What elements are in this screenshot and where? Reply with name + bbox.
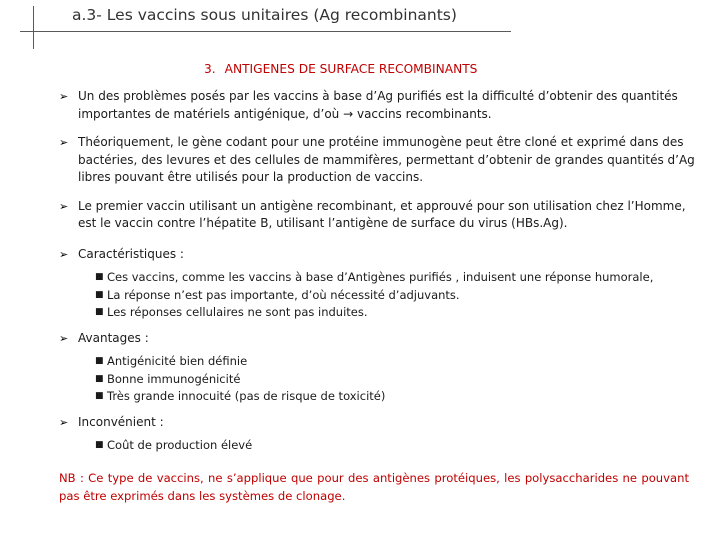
bullet-item <box>59 246 699 264</box>
bullet-text: Le premier vaccin utilisant un antigène recombinant, et approuvé pour son utilisation chez l’Homme, est le vaccin contre l’hépatite B, utilisant l’antigène de surface du virus (HBs.Ag). <box>78 198 686 230</box>
square-bullet-icon: ■ <box>95 373 104 384</box>
sub-list-item <box>95 371 699 389</box>
section-heading <box>204 62 477 76</box>
section-number: 3. <box>204 62 216 76</box>
sub-list <box>95 353 699 406</box>
square-bullet-icon: ■ <box>95 356 104 366</box>
sub-list-item <box>95 437 699 455</box>
header-horizontal-rule <box>20 31 511 32</box>
sub-item-text: Coût de production élevé <box>107 438 253 452</box>
bullet-text: Un des problèmes posés par les vaccins à base d’Ag purifiés est la difficulté d’obtenir des quantités importantes de matériels antigénique, d’où → vaccins recombinants. <box>78 89 678 121</box>
square-bullet-icon: ■ <box>95 289 104 300</box>
bullet-item <box>59 88 699 123</box>
arrow-bullet-icon: ➢ <box>59 90 69 103</box>
bullet-item <box>59 330 699 348</box>
sub-list-item <box>95 304 699 322</box>
arrow-bullet-icon: ➢ <box>59 247 69 261</box>
sub-list-item <box>95 269 699 287</box>
bullet-item <box>59 198 699 233</box>
square-bullet-icon: ■ <box>95 440 104 450</box>
sub-list-item <box>95 287 699 305</box>
square-bullet-icon: ■ <box>95 391 104 401</box>
sub-list-item <box>95 353 699 371</box>
bullet-item <box>59 134 699 187</box>
section-title: ANTIGENES DE SURFACE RECOMBINANTS <box>224 62 478 76</box>
sub-item-text: Les réponses cellulaires ne sont pas induites. <box>107 305 368 319</box>
arrow-bullet-icon: ➢ <box>59 199 69 213</box>
slide-title: a.3- Les vaccins sous unitaires (Ag recombinants) <box>72 6 457 24</box>
sub-item-text: Antigénicité bien définie <box>107 354 248 368</box>
bullet-text: Caractéristiques : <box>78 246 184 261</box>
arrow-bullet-icon: ➢ <box>59 136 69 149</box>
sub-item-text: Très grande innocuité (pas de risque de toxicité) <box>107 389 386 403</box>
sub-item-text: La réponse n’est pas importante, d’où nécessité d’adjuvants. <box>107 287 460 302</box>
square-bullet-icon: ■ <box>95 272 104 282</box>
sub-list <box>95 269 699 322</box>
sub-list-item <box>95 388 699 406</box>
arrow-bullet-icon: ➢ <box>59 415 69 429</box>
sub-item-text: Ces vaccins, comme les vaccins à base d’Antigènes purifiés , induisent une réponse humorale, <box>107 270 654 284</box>
note-nb: NB : Ce type de vaccins, ne s’applique que pour des antigènes protéiques, les polysaccharides ne pouvant pas être exprimés dans les systèmes de clonage. <box>59 471 689 503</box>
sub-list <box>95 437 699 455</box>
bullet-text: Théoriquement, le gène codant pour une protéine immunogène peut être cloné et exprimé dans des bactéries, des levures et des cellules de mammifères, permettant d’obtenir de grandes quantités d’Ag libres pouvant être utilisés pour la production de vaccins. <box>78 135 695 184</box>
bullet-text: Inconvénient : <box>78 414 164 429</box>
bullet-item <box>59 414 699 432</box>
sub-item-text: Bonne immunogénicité <box>107 371 241 386</box>
header-vertical-rule <box>33 6 34 49</box>
bullet-text: Avantages : <box>78 330 149 345</box>
arrow-bullet-icon: ➢ <box>59 331 69 345</box>
bullet-list <box>59 88 699 455</box>
square-bullet-icon: ■ <box>95 307 104 317</box>
